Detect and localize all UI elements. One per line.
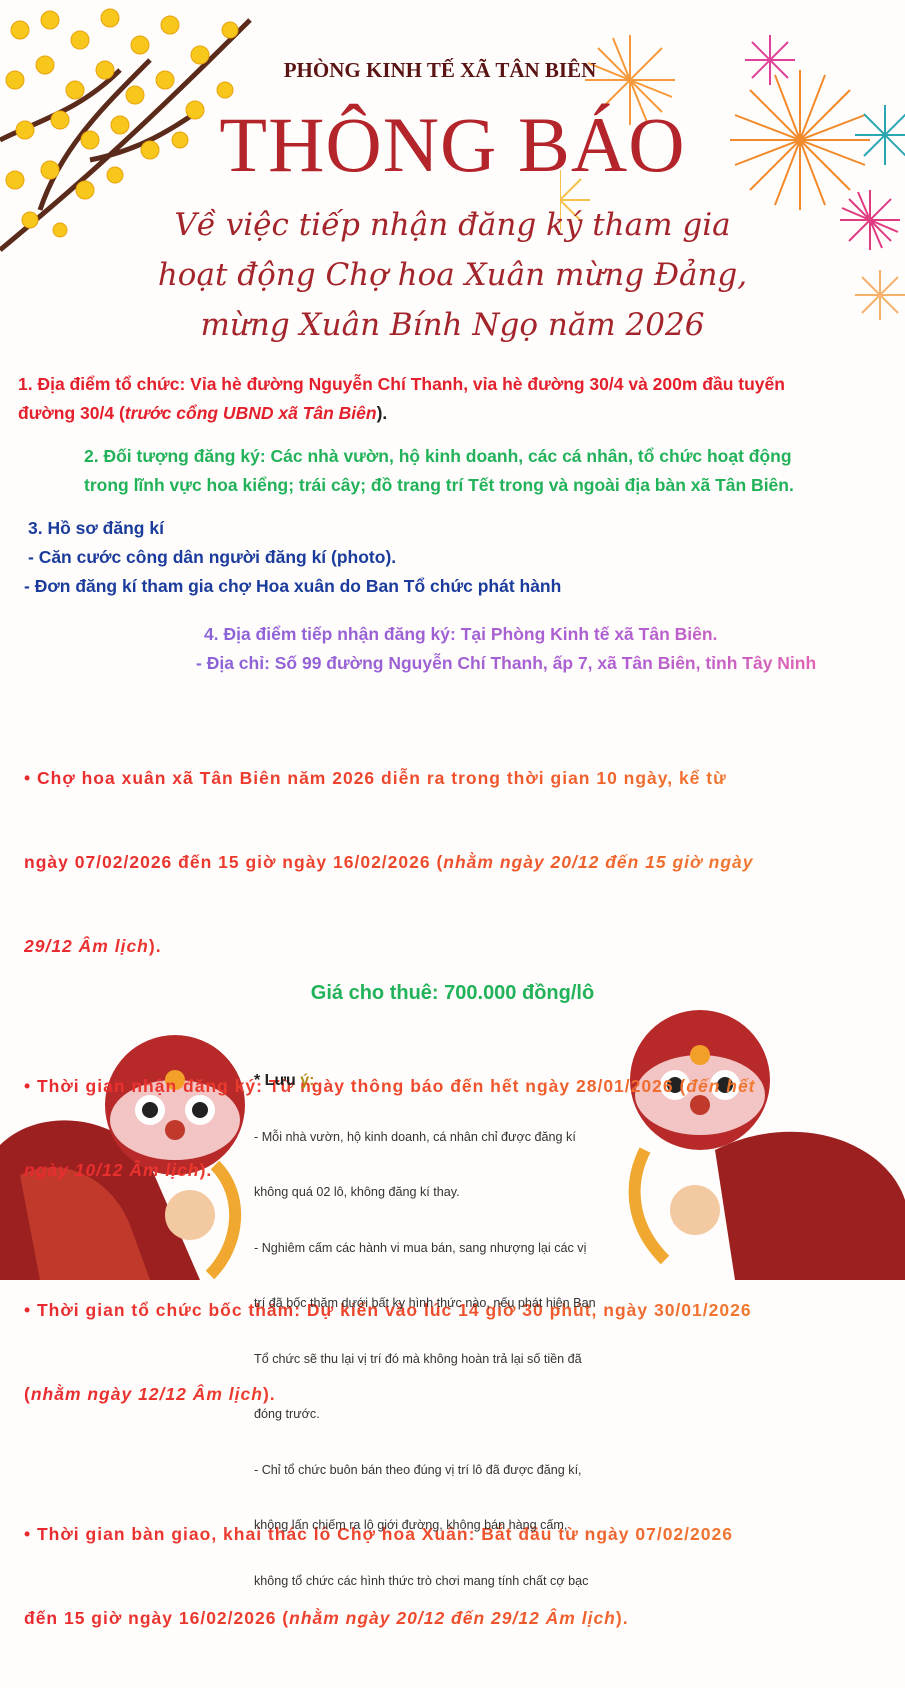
section-eligibility: [84, 442, 794, 500]
text: ý:: [300, 1072, 315, 1089]
italic-text: 29/12 Âm lịch: [24, 936, 149, 956]
rental-price: Giá cho thuê: 700.000 đồng/lô: [310, 982, 595, 1004]
section-line: 4. Địa điểm tiếp nhận đăng ký: Tại Phòng Kinh tế xã Tân Biên.: [204, 624, 718, 644]
section-line: 3. Hồ sơ đăng kí: [28, 518, 164, 538]
subtitle: [0, 200, 905, 350]
text: ).: [615, 1608, 629, 1628]
note-line: không tổ chức các hình thức trò chơi mang tính chất cợ bạc: [254, 1573, 589, 1588]
text: đường 30/4 (: [18, 403, 125, 423]
text: ).: [262, 1384, 276, 1404]
note-line: Tổ chức sẽ thu lại vị trí đó mà không hoàn trả lại số tiền đã: [254, 1351, 582, 1366]
italic-text: nhằm ngày 12/12 Âm lịch: [30, 1384, 263, 1404]
note-line: - Chỉ tổ chức buôn bán theo đúng vị trí lô đã được đăng kí,: [254, 1462, 582, 1477]
text: (: [24, 1384, 31, 1404]
section-line: trong lĩnh vực hoa kiểng; trái cây; đồ trang trí Tết trong và ngoài địa bàn xã Tân Biên.: [84, 475, 794, 495]
text: ).: [199, 1160, 213, 1180]
italic-text: trước cổng UBND xã Tân Biên: [124, 403, 377, 423]
section-line: [18, 399, 785, 428]
section-line: - Căn cước công dân người đăng kí (photo).: [28, 547, 397, 567]
list-item: [24, 708, 756, 1016]
subtitle-line: hoạt động Chợ hoa Xuân mừng Đảng,: [157, 257, 748, 293]
italic-text: ngày 10/12 Âm lịch: [24, 1160, 200, 1180]
text: • Thời gian bàn giao, khai thác lô Chợ hoa Xuân: Bắt đầu từ ngày 07/02/2026: [24, 1524, 733, 1544]
italic-text: nhằm ngày 20/12 đến 29/12 Âm lịch: [289, 1608, 616, 1628]
note-line: - Nghiêm cấm các hành vi mua bán, sang nhượng lại các vị: [254, 1240, 587, 1255]
section-line: 2. Đối tượng đăng ký: Các nhà vườn, hộ kinh doanh, các cá nhân, tổ chức hoạt động: [84, 446, 792, 466]
note-line: không quá 02 lô, không đăng kí thay.: [254, 1185, 460, 1199]
note-line: - Mỗi nhà vườn, hộ kinh doanh, cá nhân chỉ được đăng kí: [254, 1129, 576, 1144]
organization-name: PHÒNG KINH TẾ XÃ TÂN BIÊN: [283, 58, 597, 82]
section-line: - Đơn đăng kí tham gia chợ Hoa xuân do Ban Tổ chức phát hành: [24, 576, 562, 596]
note-title: [254, 1072, 596, 1091]
note-line: không lấn chiếm ra lộ giới đường, không bán hàng cấm,: [254, 1518, 568, 1532]
text: ).: [148, 936, 162, 956]
page-title: THÔNG BÁO: [219, 101, 686, 188]
subtitle-line: mừng Xuân Bính Ngọ năm 2026: [200, 307, 705, 343]
note-box: [254, 1072, 596, 1627]
section-registration-place: [196, 620, 816, 678]
text: ngày 07/02/2026 đến 15 giờ ngày 16/02/2026 (: [24, 852, 444, 872]
text: ).: [376, 403, 388, 423]
italic-text: nhằm ngày 20/12 đến 15 giờ ngày: [443, 852, 754, 872]
subtitle-line: Về việc tiếp nhận đăng ký tham gia: [174, 207, 731, 243]
text: • Thời gian tổ chức bốc thăm: Dự kiến vào lúc 14 giờ 30 phút, ngày 30/01/2026: [24, 1300, 752, 1320]
text: * Lưu: [254, 1072, 301, 1089]
section-documents: [24, 514, 562, 601]
section-line: 1. Địa điểm tổ chức: Vỉa hè đường Nguyễn Chí Thanh, vỉa hè đường 30/4 và 200m đầu tuyến: [18, 374, 785, 394]
section-location: [18, 370, 785, 428]
section-line: - Địa chỉ: Số 99 đường Nguyễn Chí Thanh, ấp 7, xã Tân Biên, tỉnh Tây Ninh: [196, 653, 817, 673]
italic-text: đến hết: [686, 1076, 756, 1096]
note-line: đóng trước.: [254, 1407, 320, 1421]
text: • Chợ hoa xuân xã Tân Biên năm 2026 diễn ra trong thời gian 10 ngày, kể từ: [24, 768, 727, 788]
text: • Thời gian nhận đăng ký: Từ ngày thông báo đến hết ngày 28/01/2026 (: [24, 1076, 687, 1096]
text: đến 15 giờ ngày 16/02/2026 (: [24, 1608, 290, 1628]
note-line: trí đã bốc thăm dưới bất ky hình thức nào, nếu phát hiện Ban: [254, 1296, 596, 1310]
